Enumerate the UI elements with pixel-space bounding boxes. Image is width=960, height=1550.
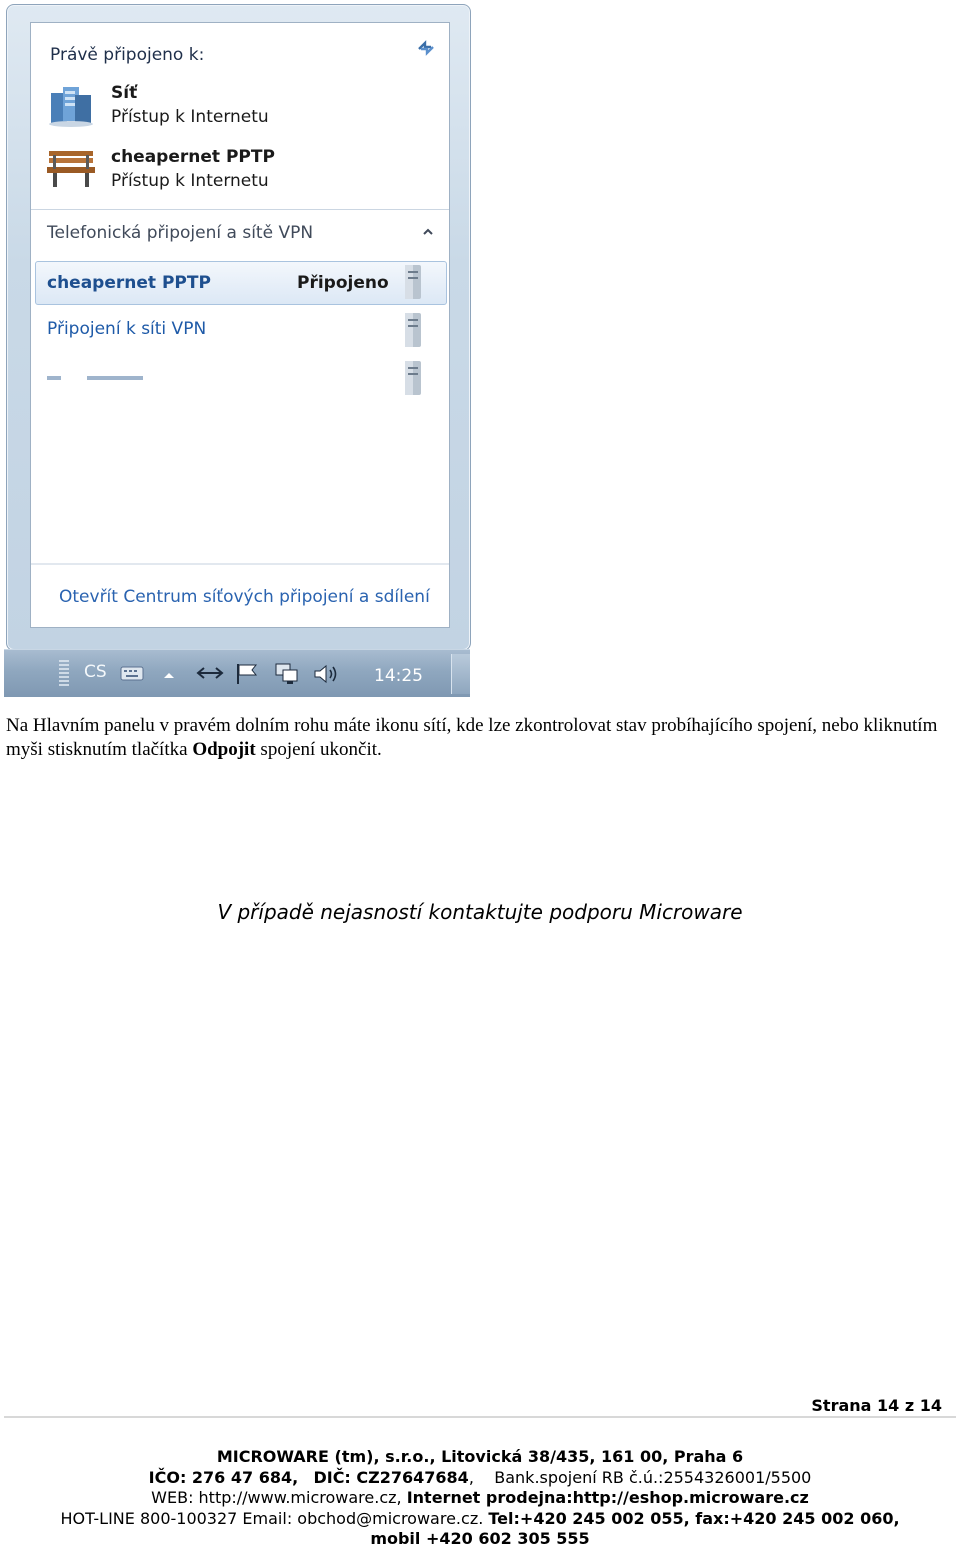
vpn-server-icon (401, 311, 425, 349)
vpn-group-title: Telefonická připojení a sítě VPN (47, 223, 314, 243)
paragraph-text: Na Hlavním panelu v pravém dolním rohu máte ikonu sítí, kde lze zkontrolovat stav probíhajícího spojení, nebo kliknutím myši stisknutím tlačítka (6, 715, 938, 760)
footer-rule (4, 1416, 956, 1418)
clock[interactable]: 14:25 (374, 666, 423, 686)
connection-status: Přístup k Internetu (111, 171, 269, 191)
refresh-icon[interactable] (415, 37, 437, 59)
footer-hotline: HOT-LINE 800-100327 Email: obchod@microware.cz. (60, 1508, 484, 1528)
footer-dic: DIČ: CZ27647684 (313, 1467, 469, 1487)
vpn-item-name[interactable]: cheapernet PPTP (47, 273, 211, 293)
vpn-server-icon (401, 359, 425, 397)
network-flyout-panel (30, 22, 450, 628)
footer-web-line (0, 1488, 960, 1509)
vpn-item-status: Připojeno (297, 273, 389, 293)
vpn-server-icon (401, 263, 425, 301)
instruction-paragraph (6, 714, 952, 762)
disconnect-term: Odpojit (192, 739, 256, 760)
support-note: V případě nejasností kontaktujte podporu Microware (217, 900, 743, 924)
connected-title: Právě připojeno k: (50, 45, 205, 65)
action-center-flag-icon[interactable] (234, 662, 260, 686)
connection-name: cheapernet PPTP (111, 147, 275, 167)
footer-ico: IČO: 276 47 684, (148, 1467, 299, 1487)
company-footer (0, 1447, 960, 1550)
network-activity-icon[interactable] (196, 664, 224, 682)
footer-web[interactable]: WEB: http://www.microware.cz, (151, 1488, 402, 1507)
show-hidden-icons-icon[interactable] (162, 670, 176, 680)
paragraph-text: spojení ukončit. (255, 739, 382, 760)
volume-icon[interactable] (312, 662, 340, 686)
footer-tel: Tel:+420 245 002 055, fax:+420 245 002 060, (488, 1508, 900, 1528)
divider (31, 563, 449, 565)
footer-ids: IČO: 276 47 684, DIČ: CZ27647684, Bank.spojení RB č.ú.:2554326001/5500 (148, 1467, 812, 1487)
connection-status: Přístup k Internetu (111, 107, 269, 127)
footer-contact-line (0, 1509, 960, 1530)
footer-mobile: mobil +420 602 305 555 (370, 1529, 590, 1548)
network-flyout-screenshot (4, 4, 470, 696)
language-indicator[interactable]: CS (84, 662, 107, 682)
footer-eshop[interactable]: Internet prodejna:http://eshop.microware.cz (406, 1488, 809, 1507)
open-network-center-link[interactable]: Otevřít Centrum síťových připojení a sdílení (59, 587, 430, 607)
network-icon (45, 79, 97, 127)
taskbar (4, 649, 470, 697)
connection-name: Síť (111, 83, 138, 103)
page-number: Strana 14 z 14 (811, 1396, 942, 1415)
footer-bank: Bank.spojení RB č.ú.:2554326001/5500 (494, 1467, 812, 1487)
chevron-up-icon[interactable] (421, 225, 435, 239)
taskbar-grip[interactable] (59, 660, 69, 688)
footer-company: MICROWARE (tm), s.r.o., Litovická 38/435, 161 00, Praha 6 (216, 1447, 744, 1466)
divider (31, 209, 449, 210)
bench-icon (45, 143, 97, 191)
show-desktop-button[interactable] (451, 654, 470, 694)
keyboard-icon[interactable] (120, 664, 144, 682)
vpn-item-name[interactable]: Připojení k síti VPN (47, 319, 207, 339)
blurred-item (47, 375, 143, 381)
network-status-icon[interactable] (274, 662, 300, 686)
